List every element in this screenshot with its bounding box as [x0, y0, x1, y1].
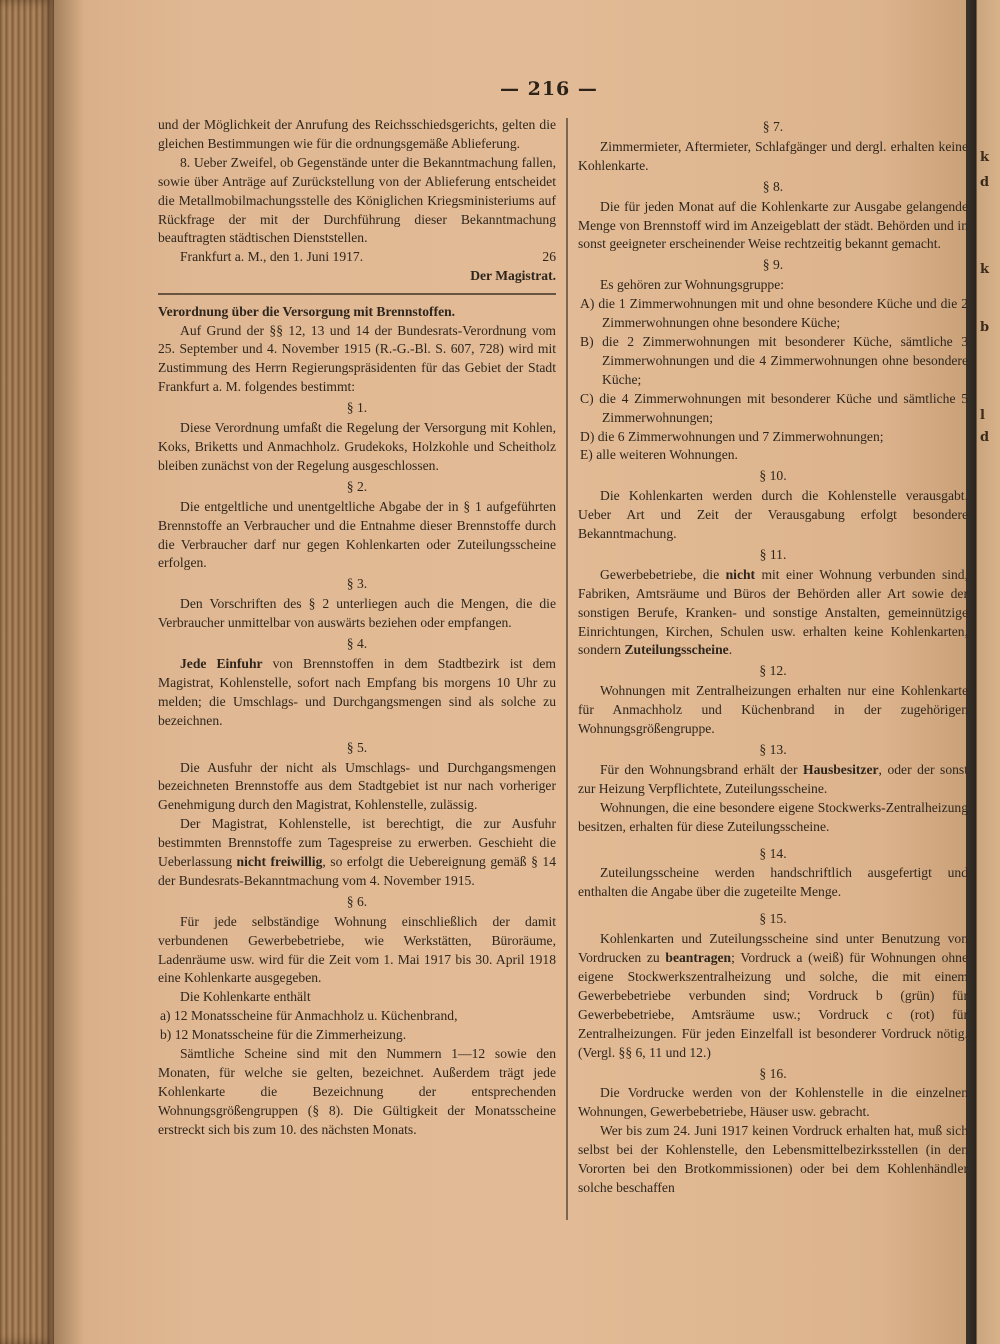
section-text-part: ; Vordruck a (weiß) für Wohnungen ohne eigene Stockwerkszentralheizung und solche, die mit einem Gewerbebetriebe verbunden sind; Vordruck b (grün) für Gewerbebetriebe, Amtsräume usw.; Vordruck c (rot) für Zentralheizungen. Für jeden Einzelfall ist besonderer Vordruck nötig. (Vergl. §§ 6, 11 und 12.): [578, 950, 969, 1060]
edge-fragment: d: [980, 175, 990, 190]
emphasis: Hausbesitzer: [803, 761, 879, 777]
section-text: Diese Verordnung umfaßt die Regelung der Versorgung mit Kohlen, Koks, Briketts und Anmachholz. Grudekoks, Holzkohle und Scheitholz bleiben zunächst von der Regelung ausgeschlossen.: [158, 420, 556, 473]
section-heading: § 6.: [346, 893, 368, 909]
section-text-part: , oder der sonst zur Heizung Verpflichtete, Zuteilungsscheine.: [578, 761, 968, 796]
emphasis: Zuteilungsscheine: [624, 642, 729, 658]
section-heading: § 8.: [762, 178, 784, 194]
section-text-part: , so erfolgt die Uebereignung gemäß § 14 der Bundesrats-Bekanntmachung vom 4. November 1915.: [158, 854, 557, 888]
section-text: Die für jeden Monat auf die Kohlenkarte zur Ausgabe gelangende Menge von Brennstoff wird im Anzeigeblatt der städt. Behörden und in sonst geeigneter erscheinender Weise rechtzeitig bekannt gemacht.: [578, 198, 968, 252]
section-text: Wohnungen mit Zentralheizungen erhalten nur eine Kohlenkarte für Anmachholz und Küchenbrand in der zugehörigen Wohnungsgrößengruppe.: [578, 683, 968, 737]
section-heading: § 3.: [346, 576, 368, 592]
section-heading: § 13.: [759, 742, 787, 757]
section-text: Die entgeltliche und unentgeltliche Abgabe der in § 1 aufgeführten Brennstoffe an Verbraucher und die Entnahme dieser Brennstoffe durch die Verbraucher darf nur gegen Kohlenkarten oder Zuteilungsscheine erfolgen.: [158, 498, 556, 571]
section-text-rest: von Brennstoffen in dem Stadtbezirk ist dem Magistrat, Kohlenstelle, sofort nach Empfang bis morgens 10 Uhr zu melden; die Umschlags- und Durchgangsmengen sind als solche zu bezeichnen.: [158, 655, 556, 728]
section-text: [158, 655, 556, 731]
section-text: Wer bis zum 24. Juni 1917 keinen Vordruck erhalten hat, muß sich selbst bei der Kohlenstelle, den Lebensmittelbezirksstellen (in den Vororten bei den Brotkommissionen) oder bei dem Kohlenhändler solche beschaffen: [578, 1123, 968, 1195]
right-column: [578, 116, 968, 1198]
section-text: [578, 566, 968, 661]
edge-fragment: k: [980, 262, 990, 277]
section-heading: § 9.: [762, 257, 784, 273]
list-item: a) 12 Monatsscheine für Anmachholz u. Küchenbrand,: [160, 1008, 458, 1024]
signature-row: [158, 248, 556, 267]
section-text: Zuteilungsscheine werden handschriftlich ausgefertigt und enthalten die Angabe über die zugeteilte Menge.: [578, 865, 968, 900]
section-text-part: .: [728, 642, 733, 658]
section-text: Zimmermieter, Aftermieter, Schlafgänger und dergl. erhalten keine Kohlenkarte.: [578, 138, 968, 173]
section-text: [578, 930, 968, 1062]
section-heading: § 4.: [346, 636, 368, 652]
section-text-part: Der Magistrat, Kohlenstelle, ist berechtigt, die zur Ausfuhr bestimmten Brennstoffe zum Tagespreise zu erwerben. Geschieht die Ueberlassung: [158, 816, 556, 870]
section-text: [578, 761, 968, 799]
edge-fragment: d: [980, 430, 990, 445]
section-text: Die Vordrucke werden von der Kohlenstelle in die einzelnen Wohnungen, Gewerbebetriebe, Häuser usw. gebracht.: [578, 1085, 968, 1120]
continuation-paragraph: und der Möglichkeit der Anrufung des Reichsschiedsgerichts, gelten die gleichen Bestimmungen wie für die ordnungsgemäße Ablieferung.: [158, 117, 556, 151]
card-intro: Die Kohlenkarte enthält: [180, 989, 311, 1005]
section-heading: § 12.: [759, 663, 787, 679]
ordinance-title: Verordnung über die Versorgung mit Brennstoffen.: [158, 303, 456, 319]
preamble: Auf Grund der §§ 12, 13 und 14 der Bundesrats-Verordnung vom 25. September und 4. November 1915 (R.-G.-Bl. S. 607, 728) wird mit Zustimmung des Herrn Regierungspräsidenten für das Gebiet der Stadt Frankfurt a. M. folgendes bestimmt:: [158, 322, 556, 395]
emphasis: nicht: [725, 566, 756, 582]
section-text-part: Für den Wohnungsbrand erhält der: [600, 761, 804, 777]
list-item: b) 12 Monatsscheine für die Zimmerheizung.: [160, 1027, 407, 1043]
section-text: [158, 815, 556, 891]
edge-fragment: l: [980, 408, 985, 423]
section-text: Für jede selbständige Wohnung einschließlich der damit verbundenen Gewerbebetriebe, wie Werkstätten, Büroräume, Ladenräume usw. wird für die Zeit vom 1. Mai 1917 bis 30. April 1918 eine Kohlenkarte ausgegeben.: [158, 913, 556, 986]
section-rule: [158, 293, 556, 295]
section-text: Die Kohlenkarten werden durch die Kohlenstelle verausgabt. Ueber Art und Zeit der Verausgabung erfolgt besondere Bekanntmachung.: [578, 488, 968, 542]
emphasis: beantragen: [665, 950, 732, 966]
section-heading: § 10.: [759, 468, 787, 484]
spine-shadow: [54, 0, 84, 1344]
list-item: C) die 4 Zimmerwohnungen mit besonderer Küche und sämtliche 5 Zimmerwohnungen;: [580, 390, 968, 425]
emphasis: Jede Einfuhr: [180, 655, 263, 671]
section-heading: § 1.: [346, 400, 368, 416]
section-text-part: Kohlenkarten und Zuteilungsscheine sind unter Benutzung von Vordrucken zu: [578, 931, 968, 966]
adjacent-page-edge: [966, 0, 1000, 1344]
signature-number: 26: [542, 249, 556, 265]
section-heading: § 16.: [759, 1065, 787, 1081]
left-column: [158, 116, 556, 1140]
signature-place: Frankfurt a. M., den 1. Juni 1917.: [180, 249, 364, 265]
section-text: Wohnungen, die eine besondere eigene Stockwerks-Zentralheizung besitzen, erhalten für diese Zuteilungsscheine.: [578, 799, 968, 834]
section-text-part: Gewerbebetriebe, die: [600, 566, 726, 582]
section-heading: § 15.: [759, 911, 787, 927]
page-number: — 216 —: [500, 78, 598, 100]
section-text-part: mit einer Wohnung verbunden sind, Fabriken, Amtsräume und Büros der Behörden aller Art sowie der sonstigen Berufe, Kranken- und sonstige Anstalten, gemeinnützige Einrichtungen, Kirchen, Schulen usw. erhalten keine Kohlenkarten, sondern: [578, 566, 968, 658]
emphasis: nicht freiwillig: [236, 854, 323, 870]
edge-fragment: k: [980, 150, 990, 165]
section-heading: § 5.: [346, 739, 368, 755]
section-text: Die Ausfuhr der nicht als Umschlags- und Durchgangsmengen bezeichneten Brennstoffe aus dem Stadtgebiet ist nur nach vorheriger Genehmigung durch den Magistrat, Kohlenstelle, zulässig.: [158, 759, 556, 813]
section-text: Es gehören zur Wohnungsgruppe:: [600, 277, 785, 293]
list-item: E) alle weiteren Wohnungen.: [580, 447, 738, 463]
list-item: B) die 2 Zimmerwohnungen mit besonderer Küche, sämtliche 3 Zimmerwohnungen und die 4 Zimmerwohnungen ohne besondere Küche;: [580, 333, 968, 387]
list-item: A) die 1 Zimmerwohnungen mit und ohne besondere Küche und die 2 Zimmerwohnungen ohne besondere Küche;: [580, 296, 968, 331]
edge-fragment: b: [980, 320, 990, 335]
book-edge: [0, 0, 54, 1344]
section-heading: § 2.: [346, 478, 368, 494]
list-item: D) die 6 Zimmerwohnungen und 7 Zimmerwohnungen;: [580, 428, 884, 444]
section-heading: § 7.: [762, 119, 784, 134]
column-divider: [566, 118, 568, 1220]
section-heading: § 14.: [759, 845, 787, 861]
signature-authority: Der Magistrat.: [470, 268, 556, 284]
section-heading: § 11.: [759, 546, 787, 562]
section-text: Sämtliche Scheine sind mit den Nummern 1—12 sowie den Monaten, für welche sie gelten, bezeichnet. Außerdem trägt jede Kohlenkarte die Bezeichnung der entsprechenden Wohnungsgrößengruppen (§ 8). Die Gültigkeit der Monatsscheine erstreckt sich bis zum 10. des nächsten Monats.: [158, 1046, 556, 1137]
section-text: Den Vorschriften des § 2 unterliegen auch die Mengen, die die Verbraucher unmittelbar von auswärts beziehen oder empfangen.: [158, 596, 556, 631]
point-8-paragraph: 8. Ueber Zweifel, ob Gegenstände unter die Bekanntmachung fallen, sowie über Anträge auf Zurückstellung von der Ablieferung entscheidet die Metallmobilmachungsstelle des Königlichen Kriegsministeriums auf Rückfrage der mit der Durchführung dieser Bekanntmachung beauftragten städtischen Dienststellen.: [158, 154, 556, 246]
